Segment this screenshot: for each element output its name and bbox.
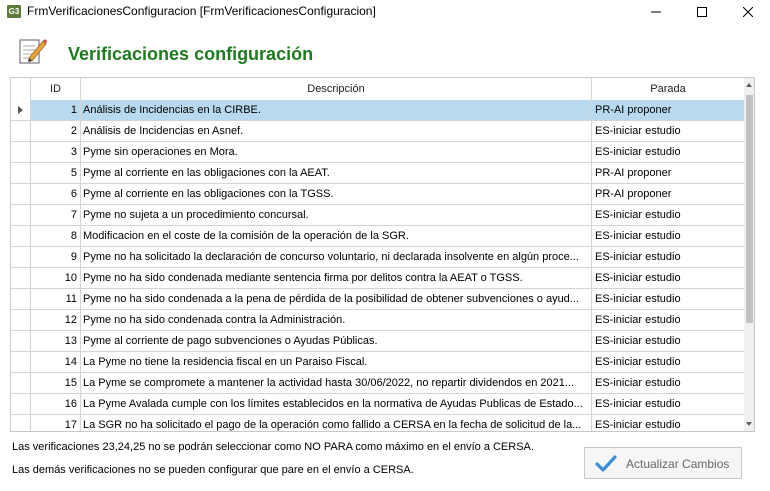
- cell-id[interactable]: 14: [31, 352, 81, 372]
- row-indicator[interactable]: [11, 394, 31, 414]
- row-indicator[interactable]: [11, 121, 31, 141]
- row-indicator[interactable]: [11, 163, 31, 183]
- table-row[interactable]: [11, 415, 744, 432]
- cell-descripcion[interactable]: Pyme no ha sido condenada contra la Administración.: [81, 310, 592, 330]
- cell-id[interactable]: 1: [31, 100, 81, 120]
- cell-id[interactable]: 16: [31, 394, 81, 414]
- cell-parada[interactable]: ES-iniciar estudio: [595, 293, 681, 305]
- cell-id[interactable]: 17: [31, 415, 81, 432]
- row-indicator[interactable]: [11, 331, 31, 351]
- cell-descripcion[interactable]: Análisis de Incidencias en la CIRBE.: [81, 100, 592, 120]
- app-icon: G3: [8, 7, 20, 16]
- update-changes-label: Actualizar Cambios: [626, 457, 730, 471]
- cell-parada[interactable]: ES-iniciar estudio: [595, 419, 681, 431]
- cell-parada[interactable]: ES-iniciar estudio: [595, 377, 681, 389]
- table-row[interactable]: [11, 100, 744, 121]
- table-row[interactable]: [11, 226, 744, 247]
- verificaciones-grid[interactable]: [10, 77, 755, 432]
- table-row[interactable]: [11, 394, 744, 415]
- minimize-button[interactable]: [633, 0, 679, 24]
- row-indicator[interactable]: [11, 100, 31, 120]
- cell-id[interactable]: 8: [31, 226, 81, 246]
- row-indicator[interactable]: [11, 184, 31, 204]
- column-header-descripcion[interactable]: Descripción: [81, 78, 592, 100]
- row-indicator[interactable]: [11, 415, 31, 432]
- cell-id[interactable]: 3: [31, 142, 81, 162]
- close-button[interactable]: [725, 0, 770, 24]
- table-row[interactable]: [11, 268, 744, 289]
- row-indicator[interactable]: [11, 247, 31, 267]
- cell-parada[interactable]: ES-iniciar estudio: [595, 398, 681, 410]
- column-header-id[interactable]: ID: [31, 78, 81, 100]
- row-indicator[interactable]: [11, 373, 31, 393]
- cell-parada[interactable]: ES-iniciar estudio: [595, 335, 681, 347]
- cell-id[interactable]: 11: [31, 289, 81, 309]
- table-row[interactable]: [11, 289, 744, 310]
- cell-descripcion[interactable]: Análisis de Incidencias en Asnef.: [81, 121, 592, 141]
- page-title: Verificaciones configuración: [68, 44, 314, 64]
- cell-descripcion[interactable]: La Pyme se compromete a mantener la actividad hasta 30/06/2022, no repartir dividendos en 2021...: [81, 373, 592, 393]
- cell-parada[interactable]: PR-AI proponer: [595, 167, 672, 179]
- row-indicator[interactable]: [11, 289, 31, 309]
- cell-id[interactable]: 9: [31, 247, 81, 267]
- cell-parada[interactable]: ES-iniciar estudio: [595, 314, 681, 326]
- close-icon: [743, 7, 753, 17]
- current-row-arrow-icon: [18, 106, 23, 114]
- cell-descripcion[interactable]: Pyme al corriente en las obligaciones con la TGSS.: [81, 184, 592, 204]
- cell-descripcion[interactable]: La Pyme Avalada cumple con los límites establecidos en la normativa de Ayudas Publicas de Estado...: [81, 394, 592, 414]
- form-header: [0, 24, 770, 76]
- note-line-2: Las demás verificaciones no se pueden configurar que pare en el envío a CERSA.: [12, 464, 414, 476]
- cell-id[interactable]: 12: [31, 310, 81, 330]
- cell-descripcion[interactable]: Pyme al corriente en las obligaciones con la AEAT.: [81, 163, 592, 183]
- edit-document-icon: [17, 36, 47, 66]
- cell-parada[interactable]: ES-iniciar estudio: [595, 125, 681, 137]
- row-indicator[interactable]: [11, 352, 31, 372]
- cell-id[interactable]: 15: [31, 373, 81, 393]
- note-line-1: Las verificaciones 23,24,25 no se podrán seleccionar como NO PARA como máximo en el envío a CERSA.: [12, 441, 534, 453]
- cell-parada[interactable]: ES-iniciar estudio: [595, 230, 681, 242]
- cell-id[interactable]: 5: [31, 163, 81, 183]
- cell-descripcion[interactable]: Modificacion en el coste de la comisión de la operación de la SGR.: [81, 226, 592, 246]
- cell-id[interactable]: 10: [31, 268, 81, 288]
- cell-descripcion[interactable]: Pyme no ha sido condenada a la pena de pérdida de la posibilidad de obtener subvenciones o ayud...: [81, 289, 592, 309]
- cell-parada[interactable]: PR-AI proponer: [592, 100, 744, 120]
- cell-parada[interactable]: ES-iniciar estudio: [595, 146, 681, 158]
- row-indicator[interactable]: [11, 205, 31, 225]
- table-row[interactable]: [11, 205, 744, 226]
- row-indicator[interactable]: [11, 226, 31, 246]
- table-row[interactable]: [11, 331, 744, 352]
- table-row[interactable]: [11, 142, 744, 163]
- row-indicator[interactable]: [11, 268, 31, 288]
- cell-descripcion[interactable]: Pyme no ha sido condenada mediante sentencia firma por delitos contra la AEAT o TGSS.: [81, 268, 592, 288]
- table-row[interactable]: [11, 310, 744, 331]
- cell-parada[interactable]: ES-iniciar estudio: [595, 251, 681, 263]
- row-indicator[interactable]: [11, 310, 31, 330]
- cell-descripcion[interactable]: La Pyme no tiene la residencia fiscal en un Paraiso Fiscal.: [81, 352, 592, 372]
- vertical-scrollbar[interactable]: [744, 78, 755, 431]
- checkmark-icon: [595, 454, 617, 474]
- scroll-up-icon[interactable]: [746, 83, 752, 87]
- cell-id[interactable]: 7: [31, 205, 81, 225]
- column-header-parada[interactable]: Parada: [650, 83, 686, 95]
- maximize-button[interactable]: [679, 0, 725, 24]
- table-row[interactable]: [11, 121, 744, 142]
- table-row[interactable]: [11, 247, 744, 268]
- maximize-icon: [697, 7, 707, 17]
- window-title: FrmVerificacionesConfiguracion [FrmVerificacionesConfiguracion]: [27, 4, 376, 18]
- table-row[interactable]: [11, 373, 744, 394]
- cell-parada[interactable]: ES-iniciar estudio: [595, 356, 681, 368]
- cell-parada[interactable]: ES-iniciar estudio: [595, 209, 681, 221]
- minimize-icon: [651, 7, 661, 17]
- scrollbar-thumb[interactable]: [746, 95, 753, 323]
- cell-parada[interactable]: PR-AI proponer: [595, 188, 672, 200]
- cell-id[interactable]: 2: [31, 121, 81, 141]
- cell-descripcion[interactable]: La SGR no ha solicitado el pago de la operación como fallido a CERSA en la fecha de solicitud de la...: [81, 415, 592, 432]
- grid-header: [11, 78, 744, 101]
- cell-descripcion[interactable]: Pyme no ha solicitado la declaración de concurso voluntario, ni declarada insolvente en algún proce...: [81, 247, 592, 267]
- table-row[interactable]: [11, 184, 744, 205]
- cell-descripcion[interactable]: Pyme sin operaciones en Mora.: [81, 142, 592, 162]
- row-indicator[interactable]: [11, 142, 31, 162]
- title-bar: [0, 0, 770, 24]
- table-row[interactable]: [11, 352, 744, 373]
- row-indicator-header: [11, 78, 31, 100]
- cell-descripcion[interactable]: Pyme al corriente de pago subvenciones o Ayudas Públicas.: [81, 331, 592, 351]
- scroll-down-icon[interactable]: [746, 422, 752, 426]
- table-row[interactable]: [11, 163, 744, 184]
- cell-id[interactable]: 6: [31, 184, 81, 204]
- cell-parada[interactable]: ES-iniciar estudio: [595, 272, 681, 284]
- update-changes-button[interactable]: [584, 447, 742, 479]
- cell-id[interactable]: 13: [31, 331, 81, 351]
- cell-descripcion[interactable]: Pyme no sujeta a un procedimiento concursal.: [81, 205, 592, 225]
